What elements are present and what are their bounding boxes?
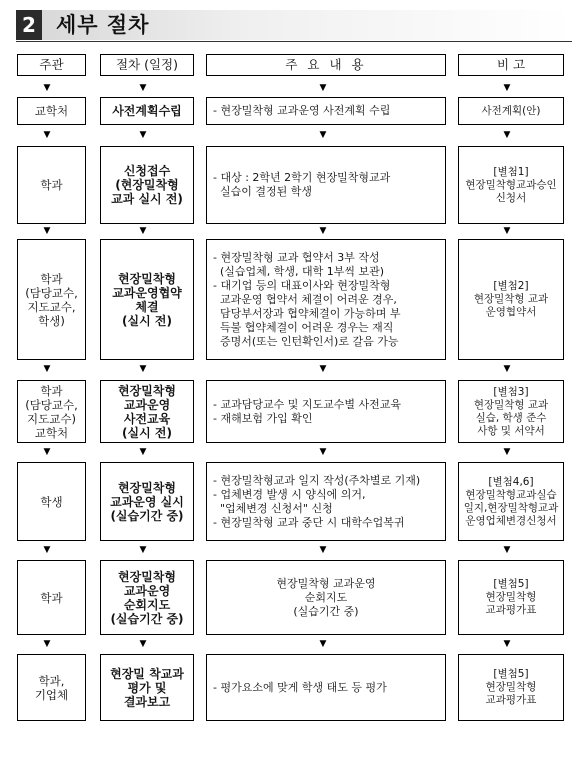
flow-arrow-down: ▼ bbox=[319, 638, 327, 649]
content-line: 교과운영 협약서 체결이 어려운 경우, bbox=[213, 292, 397, 306]
section-title: 세부 절차 bbox=[56, 13, 150, 37]
flow-arrow-down: ▼ bbox=[43, 83, 51, 93]
text-line: 신청서 bbox=[495, 191, 527, 204]
text-line: 순회지도 bbox=[123, 597, 171, 612]
content-line: - 현장밀착형 교과 협약서 3부 작성 bbox=[213, 250, 380, 264]
flow-arrow-down: ▼ bbox=[319, 225, 327, 236]
step-cell bbox=[100, 239, 194, 360]
note-cell bbox=[458, 654, 564, 721]
text-line: 지도교수) bbox=[27, 411, 76, 426]
flow-arrow-down: ▼ bbox=[139, 446, 147, 457]
owner-cell bbox=[17, 462, 86, 541]
text-line: [별첨1] bbox=[493, 165, 529, 178]
text-line: 교과평가표 bbox=[485, 604, 537, 616]
content-line: - 대상 : 2학년 2학기 현장밀착형교과 bbox=[213, 171, 391, 184]
text-line: [별첨5] bbox=[493, 668, 529, 680]
text-line: 체결 bbox=[135, 299, 159, 314]
content-line: - 재해보험 가입 확인 bbox=[213, 411, 313, 425]
text-line: 교과평가표 bbox=[485, 694, 537, 706]
text-line: 현장밀착형 교과 bbox=[473, 293, 549, 305]
content-line: - 업체변경 발생 시 양식에 의거, bbox=[213, 487, 366, 501]
text-line: 일지,현장밀착형교과 bbox=[463, 501, 559, 514]
content-line: - 현장밀착형교과 일지 작성(주차별로 기재) bbox=[213, 473, 421, 487]
text-line: [별첨3] bbox=[493, 385, 529, 398]
content-cell bbox=[206, 654, 446, 721]
text-line: 교과 실시 전) bbox=[111, 192, 183, 206]
text-line: 사전계획수립 bbox=[112, 104, 182, 118]
flow-arrow-down: ▼ bbox=[503, 83, 511, 93]
flow-arrow-down: ▼ bbox=[43, 638, 51, 649]
owner-cell bbox=[17, 560, 86, 635]
content-line: - 교과담당교수 및 지도교수별 사전교육 bbox=[213, 397, 401, 411]
text-line: 학생 bbox=[40, 494, 63, 509]
text-line: 현장밀착형 교과 bbox=[473, 398, 549, 411]
text-line: 현장밀착형 bbox=[485, 681, 537, 693]
flow-arrow-down: ▼ bbox=[139, 544, 147, 555]
note-cell bbox=[458, 560, 564, 635]
text-line: 사전계획(안) bbox=[481, 104, 541, 117]
flow-arrow-down: ▼ bbox=[139, 364, 147, 374]
note-cell bbox=[458, 380, 564, 443]
flow-arrow-down: ▼ bbox=[43, 225, 51, 236]
text-line: 교과운영 실시 bbox=[110, 494, 184, 509]
owner-cell bbox=[17, 654, 86, 721]
content-line: (실습업체, 학생, 대학 1부씩 보관) bbox=[213, 264, 385, 278]
content-cell bbox=[206, 462, 446, 541]
text-line: (실습기간 중) bbox=[110, 611, 184, 626]
step-cell bbox=[100, 654, 194, 721]
owner-cell bbox=[17, 97, 86, 125]
content-cell bbox=[206, 380, 446, 443]
text-line: 교과운영 bbox=[123, 397, 171, 412]
text-line: 교학처 bbox=[34, 425, 69, 440]
text-line: 기업체 bbox=[34, 687, 69, 702]
content-line: 증명서(또는 인턴확인서)로 갈음 가능 bbox=[213, 334, 399, 348]
owner-cell bbox=[17, 146, 86, 224]
flow-arrow-down: ▼ bbox=[319, 364, 327, 374]
text-line: 운영협약서 bbox=[485, 306, 537, 318]
note-cell bbox=[458, 462, 564, 541]
flow-arrow-down: ▼ bbox=[43, 364, 51, 374]
flow-arrow-down: ▼ bbox=[139, 129, 147, 140]
content-line: - 현장밀착형 교과 중단 시 대학수업복귀 bbox=[213, 515, 405, 529]
flow-arrow-down: ▼ bbox=[139, 638, 147, 649]
note-cell bbox=[458, 97, 564, 125]
content-line: 현장밀착형 교과운영 bbox=[276, 576, 376, 590]
content-line: - 평가요소에 맞게 학생 태도 등 평가 bbox=[213, 680, 387, 694]
text-line: 현장밀착형 bbox=[118, 480, 176, 495]
text-line: 결과보고 bbox=[123, 694, 171, 709]
content-cell bbox=[206, 560, 446, 635]
content-line: 담당부서장과 협약체결이 가능하며 부 bbox=[213, 306, 401, 320]
text-line: 학과 bbox=[40, 383, 63, 398]
flow-arrow-down: ▼ bbox=[503, 364, 511, 374]
text-line: (현장밀착형 bbox=[115, 178, 179, 192]
text-line: 신청접수 bbox=[123, 164, 171, 178]
text-line: 교과운영협약 bbox=[112, 285, 182, 300]
text-line: 평가 및 bbox=[127, 680, 167, 695]
text-line: [별첨4,6] bbox=[488, 475, 534, 488]
flow-arrow-down: ▼ bbox=[139, 83, 147, 93]
text-line: (담당교수, bbox=[25, 285, 78, 300]
flow-arrow-down: ▼ bbox=[503, 225, 511, 236]
owner-cell bbox=[17, 239, 86, 360]
column-header-step: 절차 (일정) bbox=[100, 54, 194, 76]
text-line: (실시 전) bbox=[122, 313, 172, 328]
section-title-bar bbox=[16, 10, 572, 40]
content-line: (실습기간 중) bbox=[293, 604, 359, 618]
flow-arrow-down: ▼ bbox=[43, 544, 51, 555]
text-line: 실습, 학생 준수 bbox=[475, 411, 547, 424]
text-line: 교학처 bbox=[34, 104, 69, 118]
text-line: [별첨2] bbox=[493, 280, 529, 292]
flow-arrow-down: ▼ bbox=[43, 129, 51, 140]
text-line: 교과운영 bbox=[123, 583, 171, 598]
flow-arrow-down: ▼ bbox=[43, 446, 51, 457]
note-cell bbox=[458, 146, 564, 224]
flow-arrow-down: ▼ bbox=[503, 638, 511, 649]
text-line: 학과, bbox=[38, 673, 65, 688]
text-line: (담당교수, bbox=[25, 397, 78, 412]
text-line: (실시 전) bbox=[122, 425, 172, 440]
step-cell bbox=[100, 560, 194, 635]
section-number: 2 bbox=[16, 10, 42, 40]
content-cell bbox=[206, 97, 446, 125]
text-line: 현장밀 착교과 bbox=[110, 666, 184, 681]
text-line: 학생) bbox=[38, 313, 65, 328]
text-line: 운영업체변경신청서 bbox=[465, 514, 557, 527]
note-cell bbox=[458, 239, 564, 360]
text-line: 현장밀착형교과승인 bbox=[465, 178, 557, 191]
text-line: [별첨5] bbox=[493, 578, 529, 590]
content-line: "업체변경 신청서" 신청 bbox=[213, 501, 333, 515]
content-line: 실습이 결정된 학생 bbox=[213, 185, 312, 198]
flow-arrow-down: ▼ bbox=[319, 446, 327, 457]
text-line: (실습기간 중) bbox=[110, 508, 184, 523]
text-line: 학과 bbox=[40, 271, 63, 286]
text-line: 학과 bbox=[40, 178, 63, 192]
text-line: 현장밀착형 bbox=[118, 383, 176, 398]
step-cell bbox=[100, 146, 194, 224]
text-line: 현장밀착형 bbox=[118, 271, 176, 286]
content-line: - 현장밀착형 교과운영 사전계획 수립 bbox=[213, 104, 391, 117]
flow-arrow-down: ▼ bbox=[503, 129, 511, 140]
content-line: 순회지도 bbox=[304, 590, 348, 604]
column-header-note: 비 고 bbox=[458, 54, 564, 76]
text-line: 현장밀착형 bbox=[118, 569, 176, 584]
owner-cell bbox=[17, 380, 86, 443]
text-line: 사전교육 bbox=[123, 411, 171, 426]
step-cell bbox=[100, 380, 194, 443]
content-cell bbox=[206, 239, 446, 360]
text-line: 학과 bbox=[40, 590, 63, 605]
content-cell bbox=[206, 146, 446, 224]
flow-arrow-down: ▼ bbox=[319, 544, 327, 555]
title-divider bbox=[16, 41, 572, 42]
text-line: 현장밀착형 bbox=[485, 591, 537, 603]
flow-arrow-down: ▼ bbox=[319, 83, 327, 93]
flow-arrow-down: ▼ bbox=[503, 446, 511, 457]
content-line: - 대기업 등의 대표이사와 현장밀착형 bbox=[213, 278, 391, 292]
column-header-owner: 주관 bbox=[17, 54, 86, 76]
step-cell bbox=[100, 97, 194, 125]
text-line: 지도교수, bbox=[27, 299, 76, 314]
text-line: 사항 및 서약서 bbox=[477, 424, 545, 437]
step-cell bbox=[100, 462, 194, 541]
text-line: 현장밀착형교과실습 bbox=[465, 488, 557, 501]
flow-arrow-down: ▼ bbox=[139, 225, 147, 236]
flow-arrow-down: ▼ bbox=[319, 129, 327, 140]
column-header-content: 주 요 내 용 bbox=[206, 54, 446, 76]
content-line: 득불 협약체결이 어려운 경우는 재직 bbox=[213, 320, 394, 334]
flow-arrow-down: ▼ bbox=[503, 544, 511, 555]
